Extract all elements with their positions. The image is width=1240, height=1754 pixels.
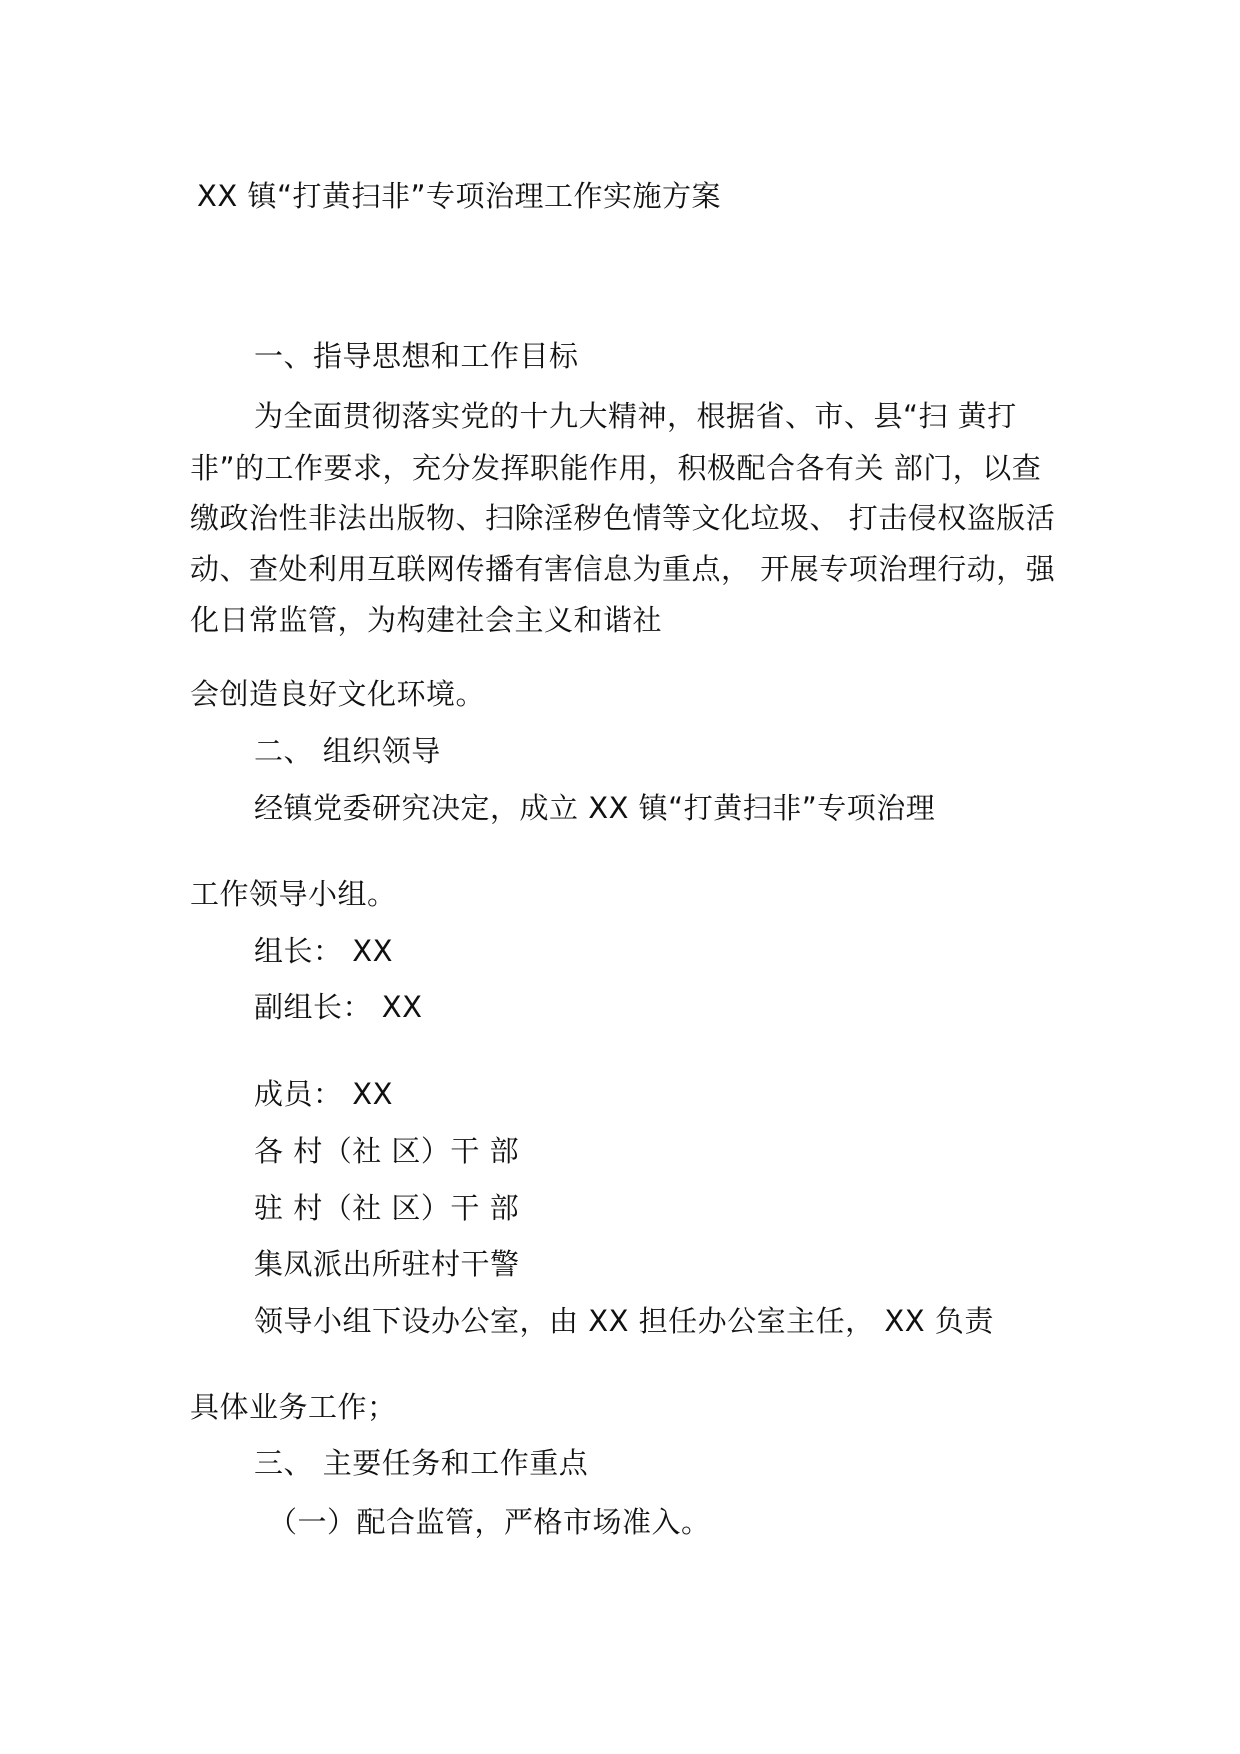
paragraph-line: 非”的工作要求，充分发挥职能作用，积极配合各有关 部门，以查	[190, 451, 1042, 485]
paragraph-line: 为全面贯彻落实党的十九大精神，根据省、市、县“扫 黄打	[254, 399, 1017, 433]
section3-heading: 三、 主要任务和工作重点	[254, 1446, 589, 1480]
paragraph-line: 缴政治性非法出版物、扫除淫秽色情等文化垃圾、 打击侵权盗版活	[190, 501, 1056, 535]
paragraph-line: 化日常监管，为构建社会主义和谐社	[190, 603, 663, 637]
member-police: 集凤派出所驻村干警	[254, 1247, 520, 1281]
member-members: 成员： XX	[254, 1077, 393, 1111]
section3-subheading: （一）配合监管，严格市场准入。	[268, 1505, 711, 1539]
paragraph-line: 领导小组下设办公室，由 XX 担任办公室主任， XX 负责	[254, 1304, 994, 1338]
member-village-cadres: 各 村（社 区）干 部	[254, 1134, 520, 1168]
paragraph-line: 会创造良好文化环境。	[190, 677, 486, 711]
paragraph-line: 动、查处利用互联网传播有害信息为重点， 开展专项治理行动，强	[190, 552, 1056, 586]
paragraph-line: 具体业务工作；	[190, 1390, 397, 1424]
paragraph-line: 经镇党委研究决定，成立 XX 镇“打黄扫非”专项治理	[254, 791, 936, 825]
member-deputy-leader: 副组长： XX	[254, 990, 423, 1024]
document-title: XX 镇“打黄扫非”专项治理工作实施方案	[197, 179, 722, 213]
section2-heading: 二、 组织领导	[254, 734, 441, 768]
paragraph-line: 工作领导小组。	[190, 877, 397, 911]
section1-heading: 一、指导思想和工作目标	[254, 339, 579, 373]
member-resident-cadres: 驻 村（社 区）干 部	[254, 1191, 520, 1225]
member-leader: 组长： XX	[254, 934, 393, 968]
